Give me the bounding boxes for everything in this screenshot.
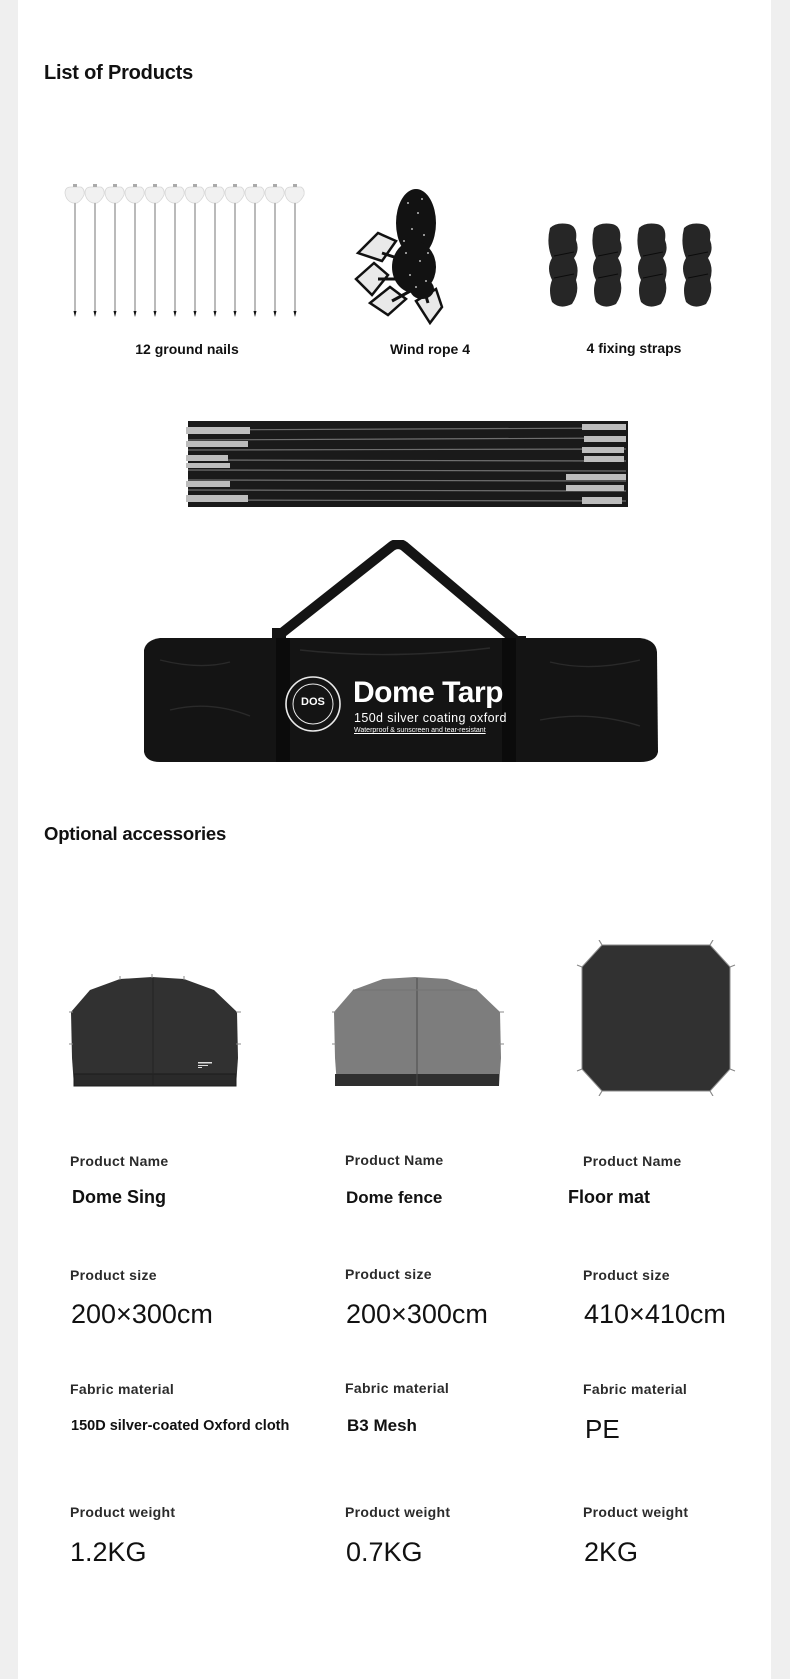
product-name-label: Product Name	[345, 1152, 444, 1168]
bag-logo-text: DOS	[301, 696, 325, 708]
product-name-value: Dome Sing	[72, 1187, 167, 1207]
wind-rope-icon	[352, 183, 462, 325]
carry-bag-image	[140, 540, 660, 766]
product-weight-label: Product weight	[345, 1504, 451, 1520]
product-name-value: Floor mat	[568, 1187, 651, 1207]
product-size-label: Product size	[70, 1267, 157, 1283]
fabric-material-value: B3 Mesh	[347, 1416, 417, 1435]
fabric-material-label: Fabric material	[345, 1380, 450, 1396]
product-name-label: Product Name	[70, 1153, 169, 1169]
bag-tagline: Waterproof & sunscreen and tear-resistant	[354, 727, 486, 734]
bag-subtitle: 150d silver coating oxford	[354, 711, 507, 725]
ground-nail-icon	[64, 183, 308, 319]
fabric-material-value: PE	[585, 1414, 620, 1444]
bag-title: Dome Tarp	[353, 676, 503, 709]
optional-accessories-heading: Optional accessories	[44, 823, 227, 844]
fixing-strap-icon	[546, 222, 716, 312]
product-weight-value: 0.7KG	[346, 1537, 423, 1567]
list-of-products-heading: List of Products	[44, 62, 194, 84]
product-weight-value: 2KG	[584, 1537, 639, 1567]
product-size-value: 200×300cm	[71, 1299, 213, 1329]
product-size-value: 410×410cm	[584, 1299, 726, 1329]
product-size-value: 200×300cm	[346, 1299, 488, 1329]
product-name-label: Product Name	[583, 1153, 682, 1169]
fabric-material-label: Fabric material	[70, 1381, 175, 1397]
dome-fence-panel-icon	[331, 974, 505, 1090]
fabric-material-value: 150D silver-coated Oxford cloth	[71, 1418, 290, 1434]
ground-nails-caption: 12 ground nails	[135, 341, 239, 357]
product-weight-label: Product weight	[70, 1504, 176, 1520]
product-weight-value: 1.2KG	[70, 1537, 147, 1567]
fabric-material-label: Fabric material	[583, 1381, 688, 1397]
product-weight-label: Product weight	[583, 1504, 689, 1520]
wind-rope-caption: Wind rope 4	[390, 341, 470, 357]
floor-mat-icon	[576, 940, 736, 1096]
tent-poles-icon	[186, 421, 630, 509]
fixing-straps-caption: 4 fixing straps	[586, 340, 682, 356]
product-size-label: Product size	[345, 1266, 432, 1282]
product-name-value: Dome fence	[346, 1188, 443, 1207]
dome-sing-panel-icon	[68, 974, 242, 1090]
product-size-label: Product size	[583, 1267, 670, 1283]
